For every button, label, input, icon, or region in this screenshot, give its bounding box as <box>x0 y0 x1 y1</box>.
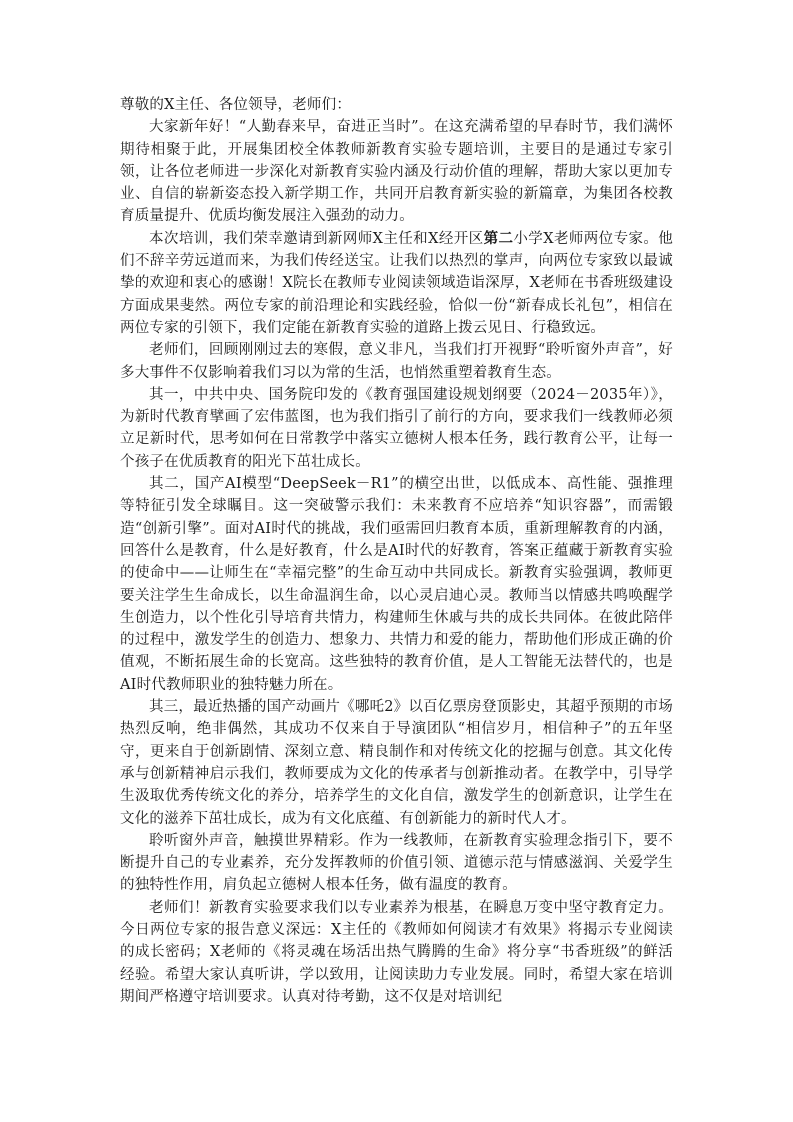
salutation: 尊敬的X主任、各位领导，老师们： <box>120 97 352 113</box>
paragraph-third-point: 其三，最近热播的国产动画片《哪吒2》以百亿票房登顶影史，其超乎预期的市场热烈反响，绝非偶然，其成功不仅来自于导演团队“相信岁月，相信种子”的五年坚守，更来自于创新剧情、深刻立意、精良制作和对传统文化的挖掘与创意。其文化传承与创新精神启示我们，教师要成为文化的传承者与创新推动者。在教学中，引导学生汲取优秀传统文化的养分，培养学生的文化自信，激发学生的创新意识，让学生在文化的滋养下茁壮成长，成为有文化底蕴、有创新能力的新时代人才。 <box>120 699 673 827</box>
speech-document <box>120 94 673 1008</box>
paragraph-listen-outside: 聆听窗外声音，触摸世界精彩。作为一线教师，在新教育实验理念指引下，要不断提升自己的专业素养，充分发挥教师的价值引领、道德示范与情感滋润、关爱学生的独特性作用，肩负起立德树人根本任务，做有温度的教育。 <box>120 832 673 894</box>
paragraph-second-point: 其二，国产AI模型“DeepSeek－R1”的横空出世，以低成本、高性能、强推理等特征引发全球瞩目。这一突破警示我们：未来教育不应培养“知识容器”，而需锻造“创新引擎”。面对AI时代的挑战，我们亟需回归教育本质，重新理解教育的内涵，回答什么是教育，什么是好教育，什么是AI时代的好教育，答案正蕴藏于新教育实验的使命中——让师生在“幸福完整”的生命互动中共同成长。新教育实验强调，教师更要关注学生生命成长，以生命温润生命，以心灵启迪心灵。教师当以情感共鸣唤醒学生创造力，以个性化引导培育共情力，构建师生休戚与共的成长共同体。在彼此陪伴的过程中，激发学生的创造力、想象力、共情力和爱的能力，帮助他们形成正确的价值观，不断拓展生命的长宽高。这些独特的教育价值，是人工智能无法替代的，也是AI时代教师职业的独特魅力所在。 <box>120 476 673 693</box>
paragraph-experts: 本次培训，我们荣幸邀请到新网师X主任和X经开区第二小学X老师两位专家。他们不辞辛劳远道而来，为我们传经送宝。让我们以热烈的掌声，向两位专家致以最诚挚的欢迎和衷心的感谢！X院长在教师专业阅读领域造诣深厚，X老师在书香班级建设方面成果斐然。两位专家的前沿理论和实践经验，恰似一份“新春成长礼包”，相信在两位专家的引领下，我们定能在新教育实验的道路上拨云见日、行稳致远。 <box>120 229 674 336</box>
paragraph-closing: 老师们！新教育实验要求我们以专业素养为根基，在瞬息万变中坚守教育定力。今日两位专家的报告意义深远：X主任的《教师如何阅读才有效果》将揭示专业阅读的成长密码；X老师的《将灵魂在场活出热气腾腾的生命》将分享“书香班级”的鲜活经验。希望大家认真听讲，学以致用，让阅读助力专业发展。同时，希望大家在培训期间严格遵守培训要求。认真对待考勤，这不仅是对培训纪 <box>120 899 673 1005</box>
paragraph-winter-break: 老师们，回顾刚刚过去的寒假，意义非凡，当我们打开视野“聆听窗外声音”，好多大事件不仅影响着我们习以为常的生活，也悄然重塑着教育生态。 <box>120 342 673 381</box>
paragraph-greeting: 大家新年好！“人勤春来早，奋进正当时”。在这充满希望的早春时节，我们满怀期待相聚于此，开展集团校全体教师新教育实验专题培训，主要目的是通过专家引领，让各位老师进一步深化对新教育实验内涵及行动价值的理解，帮助大家以更加专业、自信的崭新姿态投入新学期工作，共同开启教育新实验的新篇章，为集团各校教育质量提升、优质均衡发展注入强劲的动力。 <box>120 119 673 225</box>
paragraph-first-point: 其一，中共中央、国务院印发的《教育强国建设规划纲要（2024－2035年）》，为新时代教育擘画了宏伟蓝图，也为我们指引了前行的方向，要求我们一线教师必须立足新时代，思考如何在日常教学中落实立德树人根本任务，践行教育公平，让每一个孩子在优质教育的阳光下茁壮成长。 <box>120 386 673 470</box>
emphasis-second: 第二 <box>483 229 514 247</box>
